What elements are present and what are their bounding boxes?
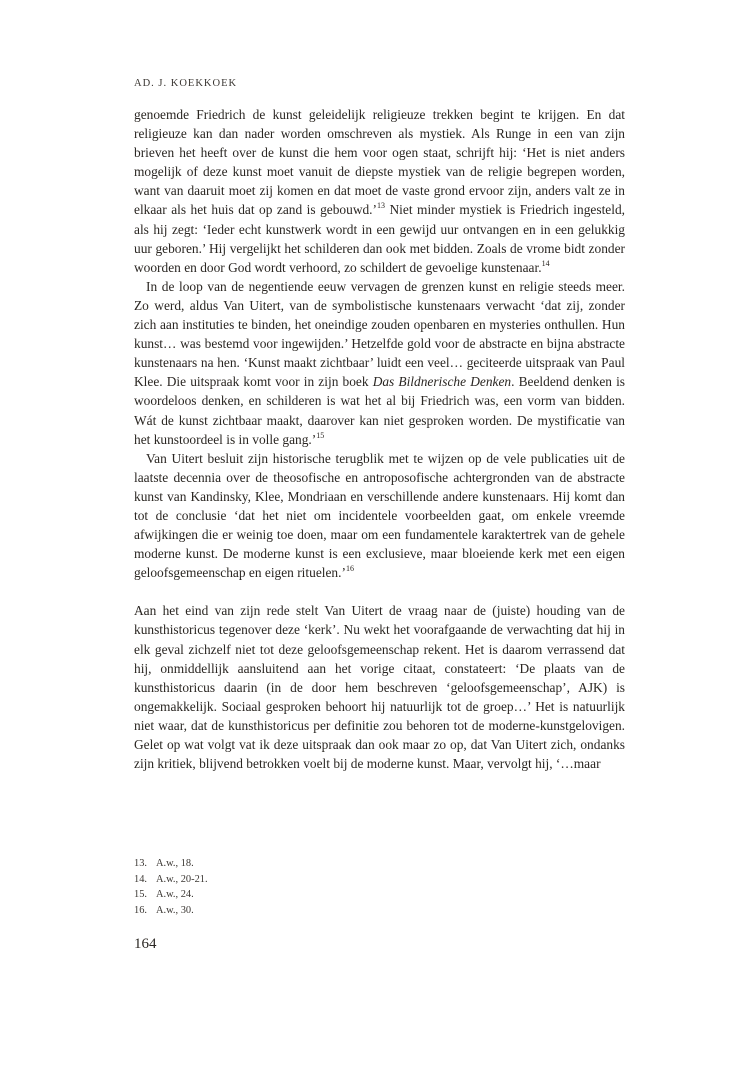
footnote-text: A.w., 24. [156,889,194,901]
paragraph [134,449,625,583]
text-run: Aan het eind van zijn rede stelt Van Uitert de vraag naar de (juiste) houding van de kunsthistoricus tegenover deze ‘kerk’. Nu wekt het voorafgaande de verwachting dat hij in elk geval zichzelf niet tot deze geloofsgemeenschap rekent. Het is daarom verrassend dat hij, onmiddellijk aansluitend aan het vorige citaat, constateert: ‘De plaats van de kunsthistoricus daarin (in de door hem beschreven ‘geloofsgemeenschap’, AJK) is ongemakkelijk. Sociaal gesproken behoort hij natuurlijk tot de groep…’ Het is natuurlijk niet waar, dat de kunsthistoricus per definitie zou behoren tot de moderne-kunstgelovigen. Gelet op wat volgt vat ik deze uitspraak dan ook maar zo op, dat Van Uitert zich, ondanks zijn kritiek, blijvend betrokken voelt bij de moderne kunst. Maar, vervolgt hij, ‘…maar [134,603,625,772]
footnote-number: 14. [134,873,147,885]
footnote-ref: 14 [541,258,550,268]
footnote [134,872,434,888]
footnote-text: A.w., 20-21. [156,873,208,885]
page-number: 164 [134,936,157,952]
footnote-number: 13. [134,858,147,869]
footnote-number: 15. [134,889,147,901]
footnote-text: A.w., 30. [156,904,194,916]
text-run: Van Uitert besluit zijn historische terugblik met te wijzen op de vele publicaties uit de laatste decennia over de theosofische en antroposofische achtergronden van de abstracte kunst van Kandinsky, Klee, Mondriaan en verschillende andere kunstenaars. Hij komt dan tot de conclusie ‘dat het niet om incidentele voorbeelden gaat, om enkele vreemde afwijkingen die er weinig toe doen, maar om een fundamentele karaktertrek van de gehele moderne kunst. De moderne kunst is een exclusieve, maar bloeiende kerk met een eigen geloofsgemeenschap en eigen rituelen.’ [134,450,625,581]
footnote [134,856,434,872]
footnote-ref: 16 [345,564,354,574]
paragraph [134,601,625,773]
text-run: Niet minder mystiek is Friedrich ingesteld, als hij zegt: ‘Ieder echt kunstwerk wordt in een gewijd uur ontvangen en in een gelukkig uur geboren.’ Hij vergelijkt het schilderen dan ook met bidden. Zoals de vrome bidt zonder woorden en door God wordt verhoord, zo schildert de gevoelige kunstenaar. [134,202,625,275]
body-text [134,105,625,773]
text-run: In de loop van de negentiende eeuw vervagen de grenzen kunst en religie steeds meer. Zo werd, aldus Van Uitert, van de symbolistische kunstenaars verwacht ‘dat zij, zonder zich aan instituties te binden, het oneindige zouden openbaren en mysteries onthullen. Hun kunst… was bestemd voor ingewijden.’ Hetzelfde gold voor de abstracte en bijna abstracte kunstenaars na hen. ‘Kunst maakt zichtbaar’ luidt een veel… geciteerde uitspraak van Paul Klee. Die uitspraak komt voor in zijn boek [134,278,625,390]
footnote-ref: 15 [316,430,325,440]
paragraph [134,105,625,277]
footnotes [134,856,434,918]
footnote-text: A.w., 18. [156,858,194,869]
footnote [134,903,434,919]
footnote [134,887,434,903]
running-head: AD. J. KOEKKOEK [134,78,238,89]
book-title: Das Bildnerische Denken [372,374,512,390]
footnote-number: 16. [134,904,147,916]
text-run: . Beeldend denken is woordeloos denken, en schilderen is wat het al bij Friedrich was, een vorm van bidden. Wát de kunst zichtbaar maakt, daarover kan niet gesproken worden. De mystificatie van het kunstoordeel is in volle gang.’ [134,374,626,447]
footnote-ref: 13 [377,201,385,211]
text-run: genoemde Friedrich de kunst geleidelijk religieuze trekken begint te krijgen. En dat religieuze kan dan nader worden omschreven als mystiek. Als Runge in een van zijn brieven het heeft over de kunst die hem voor ogen staat, schrijft hij: ‘Het is niet anders mogelijk of deze kunst moet vanuit de diepste mystiek van de religie begrepen worden, want van daaruit moet zij komen en dat moet de vaste grond ervoor zijn, anders valt ze in elkaar als het huis dat op zand is gebouwd.’ [134,107,625,218]
paragraph [134,277,625,449]
